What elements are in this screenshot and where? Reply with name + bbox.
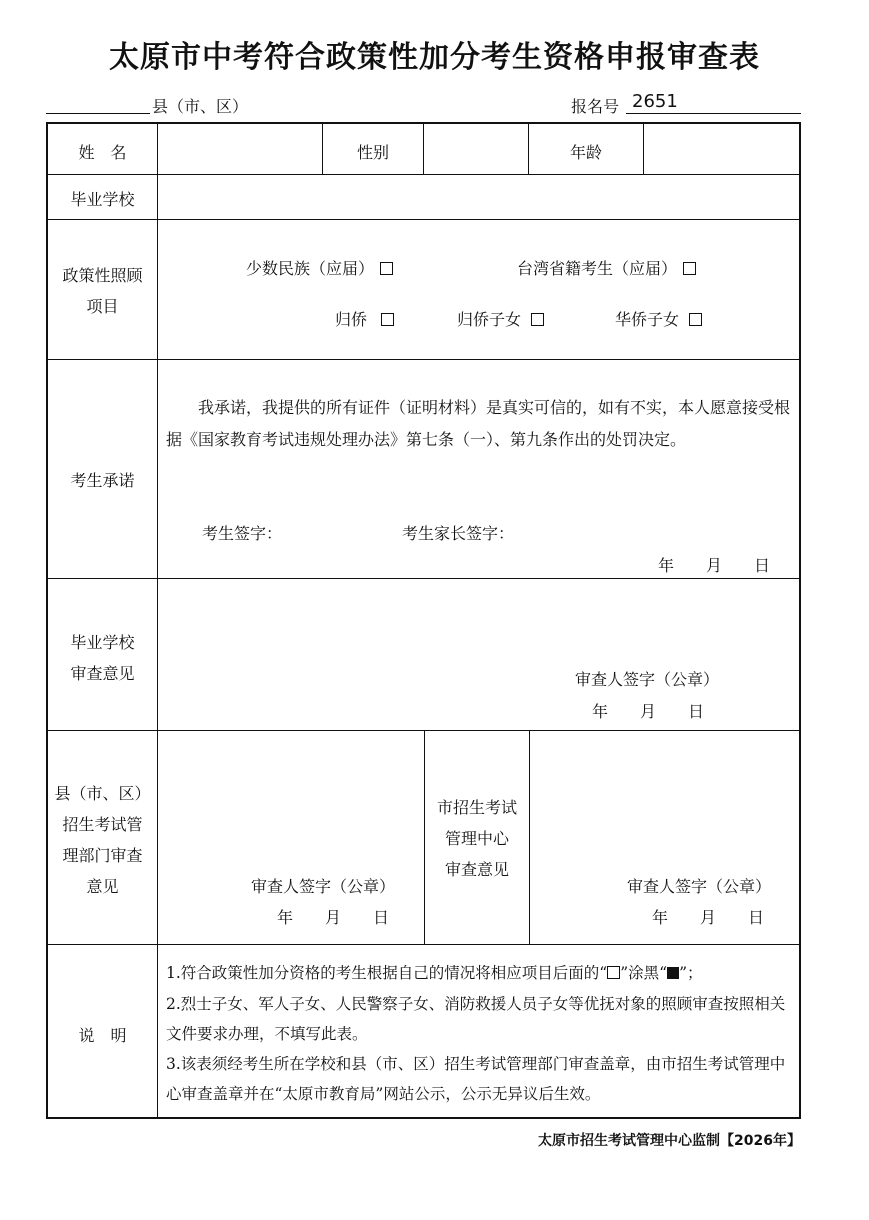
city-center-date: 年 月 日 (652, 908, 765, 927)
notes-label: 说 明 (78, 1026, 127, 1045)
policy-option-taiwan[interactable]: 台湾省籍考生（应届） (517, 256, 696, 279)
promise-date: 年 月 日 (658, 556, 771, 575)
application-form-table (46, 122, 801, 1119)
school-label: 毕业学校 (70, 190, 135, 209)
school-field[interactable] (158, 175, 799, 219)
name-label: 姓 名 (78, 143, 127, 162)
checkbox-icon[interactable] (689, 313, 702, 326)
city-center-label-line2: 管理中心 (444, 829, 509, 848)
county-label: 县（市、区） (152, 97, 249, 116)
parent-signature-label: 考生家长签字： (402, 524, 515, 543)
note-3: 3.该表须经考生所在学校和县（市、区）招生考试管理部门审查盖章，由市招生考试管理中心审查盖章并在“太原市教育局”网站公示，公示无异议后生效。 (166, 1055, 786, 1103)
age-field[interactable] (644, 124, 799, 174)
note-1: 1.符合政策性加分资格的考生根据自己的情况将相应项目后面的“ ”涂黑“ ”； (166, 964, 703, 982)
policy-option-minority[interactable]: 少数民族（应届） (246, 256, 393, 279)
city-center-label-line3: 审查意见 (444, 860, 509, 879)
school-review-signature-label: 审查人签字（公章） (575, 670, 720, 689)
policy-option-overseas-chinese-children[interactable]: 华侨子女 (615, 307, 702, 330)
county-dept-signature-label: 审查人签字（公章） (251, 877, 396, 896)
gender-field[interactable] (424, 124, 528, 174)
checkbox-icon[interactable] (381, 313, 394, 326)
registration-number-field[interactable]: 2651 (626, 91, 801, 114)
city-center-signature-label: 审查人签字（公章） (627, 877, 772, 896)
student-signature-label: 考生签字： (202, 524, 283, 543)
age-label: 年龄 (569, 143, 602, 162)
county-blank[interactable] (46, 113, 150, 114)
city-center-label-line1: 市招生考试 (436, 798, 517, 817)
checkbox-icon[interactable] (683, 262, 696, 275)
county-dept-label-line2: 招生考试管 (62, 815, 143, 834)
policy-option-returned-overseas[interactable]: 归侨 (335, 307, 394, 330)
note-2: 2.烈士子女、军人子女、人民警察子女、消防救援人员子女等优抚对象的照顾审查按照相关文件要求办理，不填写此表。 (166, 995, 786, 1043)
checkbox-icon[interactable] (380, 262, 393, 275)
registration-label: 报名号 (571, 97, 620, 116)
gender-label: 性别 (356, 143, 389, 162)
policy-option-returned-overseas-children[interactable]: 归侨子女 (457, 307, 544, 330)
footer-issuer: 太原市招生考试管理中心监制【2026年】 (538, 1133, 801, 1149)
school-review-date: 年 月 日 (592, 702, 705, 721)
name-field[interactable] (158, 124, 322, 174)
county-dept-label-line1: 县（市、区） (54, 784, 151, 803)
school-review-label-line2: 审查意见 (70, 664, 135, 683)
filled-box-icon (667, 967, 679, 979)
checkbox-icon[interactable] (531, 313, 544, 326)
policy-label-line2: 项目 (86, 297, 119, 316)
county-dept-label-line4: 意见 (86, 877, 119, 896)
form-title: 太原市中考符合政策性加分考生资格申报审查表 (109, 40, 760, 75)
county-dept-label-line3: 理部门审查 (62, 846, 143, 865)
empty-box-icon (607, 966, 620, 979)
policy-label-line1: 政策性照顾 (62, 266, 143, 285)
school-review-label-line1: 毕业学校 (70, 633, 135, 652)
county-dept-date: 年 月 日 (277, 908, 390, 927)
promise-label: 考生承诺 (70, 471, 135, 490)
promise-text: 我承诺，我提供的所有证件（证明材料）是真实可信的，如有不实，本人愿意接受根据《国家教育考试违规处理办法》第七条（一）、第九条作出的处罚决定。 (166, 398, 791, 449)
